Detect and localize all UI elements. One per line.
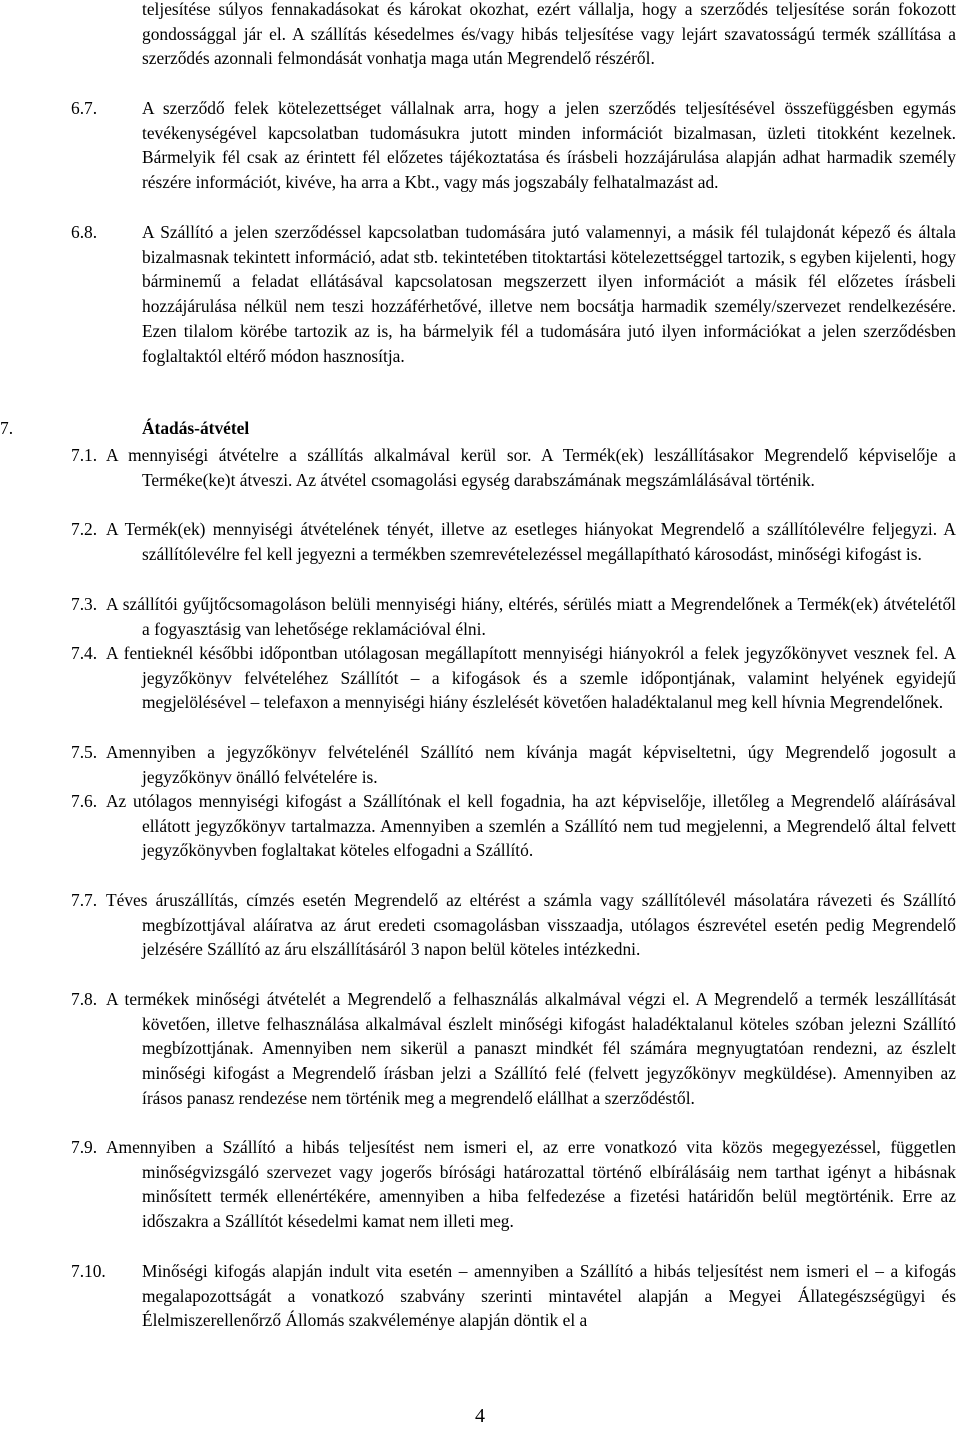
section-7-title: Átadás-átvétel	[142, 418, 250, 438]
clause-7-2-text: A Termék(ek) mennyiségi átvételének tényét, illetve az esetleges hiányokat Megrendelő a szállítólevélre feljegyzi. A szállítólevélre fel kell jegyezni a termékben szemrevételezéssel megállapítható károsodást, minőségi kifogást is.	[106, 519, 956, 564]
clause-number-7-4: 7.4.	[71, 643, 98, 663]
clause-number-7-6: 7.6.	[71, 791, 98, 811]
clause-6-7-text: A szerződő felek kötelezettséget vállalnak arra, hogy a jelen szerződés teljesítésével összefüggésben egymás tevékenységével kapcsolatban tudomásukra jutott minden információt bizalmasan, üzleti titokként kezelnek. Bármelyik fél csak az érintett fél előzetes tájékoztatása és írásbeli hozzájárulása alapján adhat harmadik személy részére információt, kivéve, ha arra a Kbt., vagy más jogszabály felhatalmazást ad.	[142, 98, 956, 193]
clause-7-8-text: A termékek minőségi átvételét a Megrendelő a felhasználás alkalmával végzi el. A Megrendelő a termék leszállítását követően, illetve felhasználása alkalmával észlelt minőségi kifogást haladéktalanul köteles szóban jelezni Szállító megbízottjának. Amennyiben nem sikerül a panaszt mindkét fél számára megnyugtatóan rendezni, az észlelt minőségi kifogást a Megrendelő írásban jelzi a Szállító felé (felvett jegyzőkönyv megküldése). Amennyiben az írásos panasz rendezése nem történik meg a megrendelő elállhat a szerződéstől.	[106, 989, 956, 1108]
clause-number-6-7: 6.7.	[71, 98, 98, 118]
clause-7-5-text: Amennyiben a jegyzőkönyv felvételénél Szállító nem kívánja magát képviseltetni, úgy Megrendelő jogosult a jegyzőkönyv önálló felvételére is.	[106, 742, 956, 787]
continuation-paragraph: teljesítése súlyos fennakadásokat és károkat okozhat, ezért vállalja, hogy a szerződés teljesítése során fokozott gondossággal jár el. A szállítás késedelmes és/vagy hibás teljesítése vagy lejárt szavatosságú termék szállítása a szerződés azonnali felmondását vonhatja maga után Megrendelő részéről.	[142, 0, 956, 69]
clause-number-7-1: 7.1.	[71, 445, 98, 465]
clause-7-1-text: A mennyiségi átvételre a szállítás alkalmával kerül sor. A Termék(ek) leszállításakor Megrendelő képviselője a Terméke(ke)t átveszi. Az átvétel csomagolási egység darabszámának megszámlálásával történik.	[106, 445, 956, 490]
clause-7-4-text: A fentieknél későbbi időpontban utólagosan megállapított mennyiségi hiányokról a felek jegyzőkönyvet vesznek fel. A jegyzőkönyv felvételéhez Szállítót – a kifogások és a szemle időpontjának, valamint helyének egyidejű megjelölésével – telefaxon a mennyiségi hiány észlelését követően haladéktalanul meg kell hívnia Megrendelőnek.	[106, 643, 956, 713]
clause-number-6-8: 6.8.	[71, 222, 98, 242]
clause-7-3-text: A szállítói gyűjtőcsomagoláson belüli mennyiségi hiány, eltérés, sérülés miatt a Megrendelőnek a Termék(ek) átvételétől a fogyasztásig van lehetősége reklamációval élni.	[106, 594, 956, 639]
clause-number-7-7: 7.7.	[71, 890, 98, 910]
clause-6-8-text: A Szállító a jelen szerződéssel kapcsolatban tudomására jutó valamennyi, a másik fél tulajdonát képező és általa bizalmasnak tekintett információ, adat stb. tekintetében titoktartási kötelezettséggel tartozik, s egyben kijelenti, hogy bárminemű a feladat ellátásával kapcsolatosan megszerzett ilyen információt a másik fél előzetes írásbeli hozzájárulása nélkül nem teszi hozzáférhetővé, illetve nem bocsátja harmadik személy/szervezet rendelkezésére. Ezen tilalom körébe tartozik az is, ha bármelyik fél a tudomására jutó ilyen információkat a jelen szerződésben foglaltaktól eltérő módon hasznosítja.	[142, 222, 956, 366]
clause-number-7-3: 7.3.	[71, 594, 98, 614]
clause-7-7-text: Téves áruszállítás, címzés esetén Megrendelő az eltérést a számla vagy szállítólevél másolatára rávezeti és Szállító megbízottjával aláíratva az árut eredeti csomagolásban visszaadja, utólagos észrevétel esetén pedig Megrendelő jelzésére Szállító az áru elszállításáról 3 napon belül köteles intézkedni.	[106, 890, 956, 960]
clause-7-6-text: Az utólagos mennyiségi kifogást a Szállítónak el kell fogadnia, ha azt képviselője, illetőleg a Megrendelő aláírásával ellátott jegyzőkönyv tartalmazza. Amennyiben a szemlén a Szállító nem tud megjelenni, a Megrendelő által felvett jegyzőkönyvben foglaltakat köteles elfogadni a Szállító.	[106, 791, 956, 861]
section-7-number: 7.	[0, 418, 14, 438]
clause-number-7-10: 7.10.	[71, 1261, 106, 1281]
clause-number-7-8: 7.8.	[71, 989, 98, 1009]
clause-number-7-9: 7.9.	[71, 1137, 98, 1157]
clause-number-7-5: 7.5.	[71, 742, 98, 762]
clause-7-10-text: Minőségi kifogás alapján indult vita esetén – amennyiben a Szállító a hibás teljesítést nem ismeri el – a kifogás megalapozottságát a vonatkozó szabvány szerinti mintavétel alapján a Megyei Állategészségügyi és Élelmiszerellenőrző Állomás szakvéleménye alapján döntik el a	[142, 1261, 956, 1331]
clause-7-9-text: Amennyiben a Szállító a hibás teljesítést nem ismeri el, az erre vonatkozó vita közös megegyezéssel, független minőségvizsgáló szervezet vagy jogerős bírósági határozattal történő elbírálásáig nem tarthat igényt a hibásnak minősített termék ellenértékére, amennyiben a hiba felfedezése a fizetési határidőn belül megtörténik. Erre az időszakra a Szállítót késedelmi kamat nem illeti meg.	[106, 1137, 956, 1232]
page-number: 4	[475, 1405, 485, 1427]
clause-number-7-2: 7.2.	[71, 519, 98, 539]
